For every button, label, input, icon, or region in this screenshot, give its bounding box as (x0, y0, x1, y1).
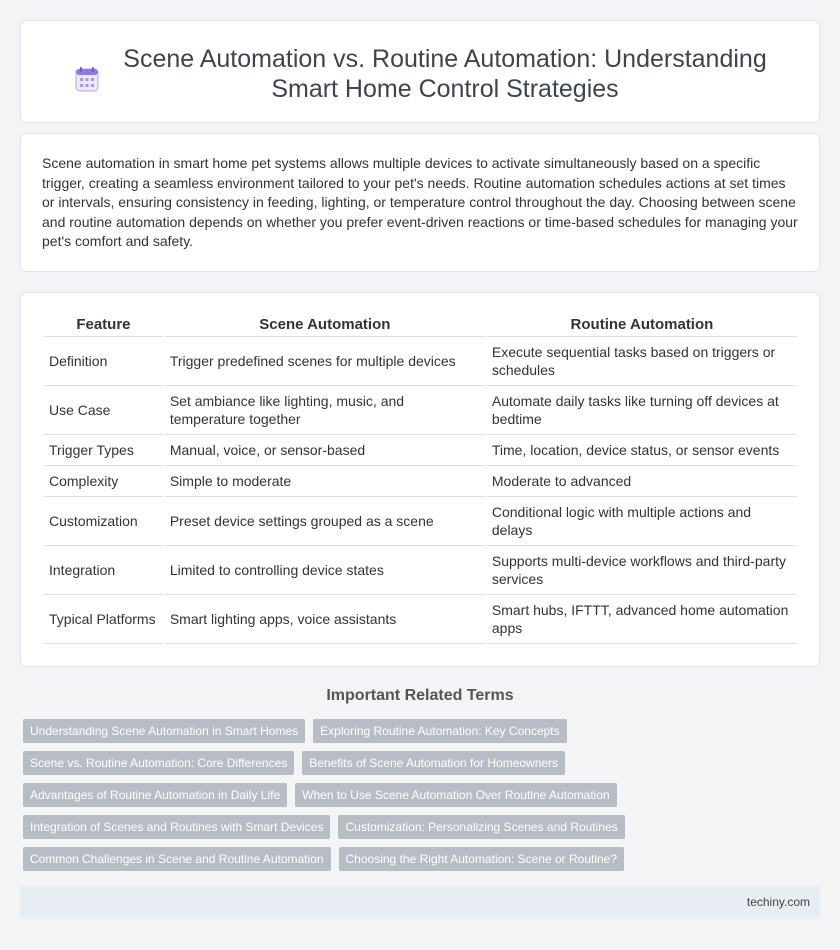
row-scene: Trigger predefined scenes for multiple devices (165, 337, 485, 386)
related-term-tag[interactable]: When to Use Scene Automation Over Routine Automation (295, 783, 617, 807)
related-terms-title: Important Related Terms (326, 687, 514, 704)
intro-paragraph: Scene automation in smart home pet systems allows multiple devices to activate simultaneously based on a specific trigger, creating a seamless environment tailored to your pet's needs. Routine automation schedules actions at set times or intervals, ensuring consistency in feeding, lighting, or temperature control throughout the day. Choosing between scene and routine automation depends on whether you prefer event-driven reactions or time-based schedules for managing your pet's comfort and safety. (42, 155, 798, 250)
tag-row (23, 783, 823, 807)
title-card (20, 20, 820, 123)
tag-row (23, 815, 823, 839)
footer (20, 886, 820, 918)
table-row (44, 337, 797, 386)
page-title: Scene Automation vs. Routine Automation: Understanding Smart Home Control Strategies (123, 45, 767, 103)
row-scene: Limited to controlling device states (165, 546, 485, 595)
related-term-tag[interactable]: Choosing the Right Automation: Scene or Routine? (339, 847, 625, 871)
table-row (44, 595, 797, 644)
related-term-tag[interactable]: Scene vs. Routine Automation: Core Differences (23, 751, 294, 775)
row-scene: Preset device settings grouped as a scene (165, 497, 485, 546)
row-scene: Simple to moderate (165, 466, 485, 497)
table-row (44, 497, 797, 546)
row-scene: Set ambiance like lighting, music, and temperature together (165, 386, 485, 435)
header-feature: Feature (44, 315, 163, 337)
row-feature: Integration (44, 546, 163, 595)
row-routine: Execute sequential tasks based on triggers or schedules (487, 337, 797, 386)
row-feature: Typical Platforms (44, 595, 163, 644)
related-term-tag[interactable]: Exploring Routine Automation: Key Concepts (313, 719, 566, 743)
related-term-tag[interactable]: Common Challenges in Scene and Routine Automation (23, 847, 331, 871)
header-scene-automation: Scene Automation (165, 315, 485, 337)
table-row (44, 386, 797, 435)
tag-row (23, 847, 823, 871)
row-scene: Manual, voice, or sensor-based (165, 435, 485, 466)
table-row (44, 546, 797, 595)
table-header-row (44, 315, 797, 337)
related-term-tag[interactable]: Benefits of Scene Automation for Homeowners (302, 751, 565, 775)
row-routine: Conditional logic with multiple actions and delays (487, 497, 797, 546)
row-feature: Trigger Types (44, 435, 163, 466)
related-term-tag[interactable]: Integration of Scenes and Routines with Smart Devices (23, 815, 330, 839)
comparison-table (42, 315, 799, 644)
row-routine: Smart hubs, IFTTT, advanced home automation apps (487, 595, 797, 644)
related-terms-list (23, 719, 823, 879)
row-routine: Moderate to advanced (487, 466, 797, 497)
row-feature: Complexity (44, 466, 163, 497)
row-feature: Use Case (44, 386, 163, 435)
row-routine: Time, location, device status, or sensor events (487, 435, 797, 466)
tag-row (23, 719, 823, 743)
table-row (44, 435, 797, 466)
tag-row (23, 751, 823, 775)
row-scene: Smart lighting apps, voice assistants (165, 595, 485, 644)
related-term-tag[interactable]: Advantages of Routine Automation in Daily Life (23, 783, 287, 807)
row-routine: Automate daily tasks like turning off devices at bedtime (487, 386, 797, 435)
row-feature: Definition (44, 337, 163, 386)
intro-card (20, 133, 820, 272)
row-feature: Customization (44, 497, 163, 546)
comparison-table-card (20, 292, 820, 667)
row-routine: Supports multi-device workflows and third-party services (487, 546, 797, 595)
related-term-tag[interactable]: Understanding Scene Automation in Smart Homes (23, 719, 305, 743)
related-term-tag[interactable]: Customization: Personalizing Scenes and Routines (338, 815, 624, 839)
footer-site-link[interactable]: techiny.com (746, 895, 810, 909)
header-routine-automation: Routine Automation (487, 315, 797, 337)
table-row (44, 466, 797, 497)
